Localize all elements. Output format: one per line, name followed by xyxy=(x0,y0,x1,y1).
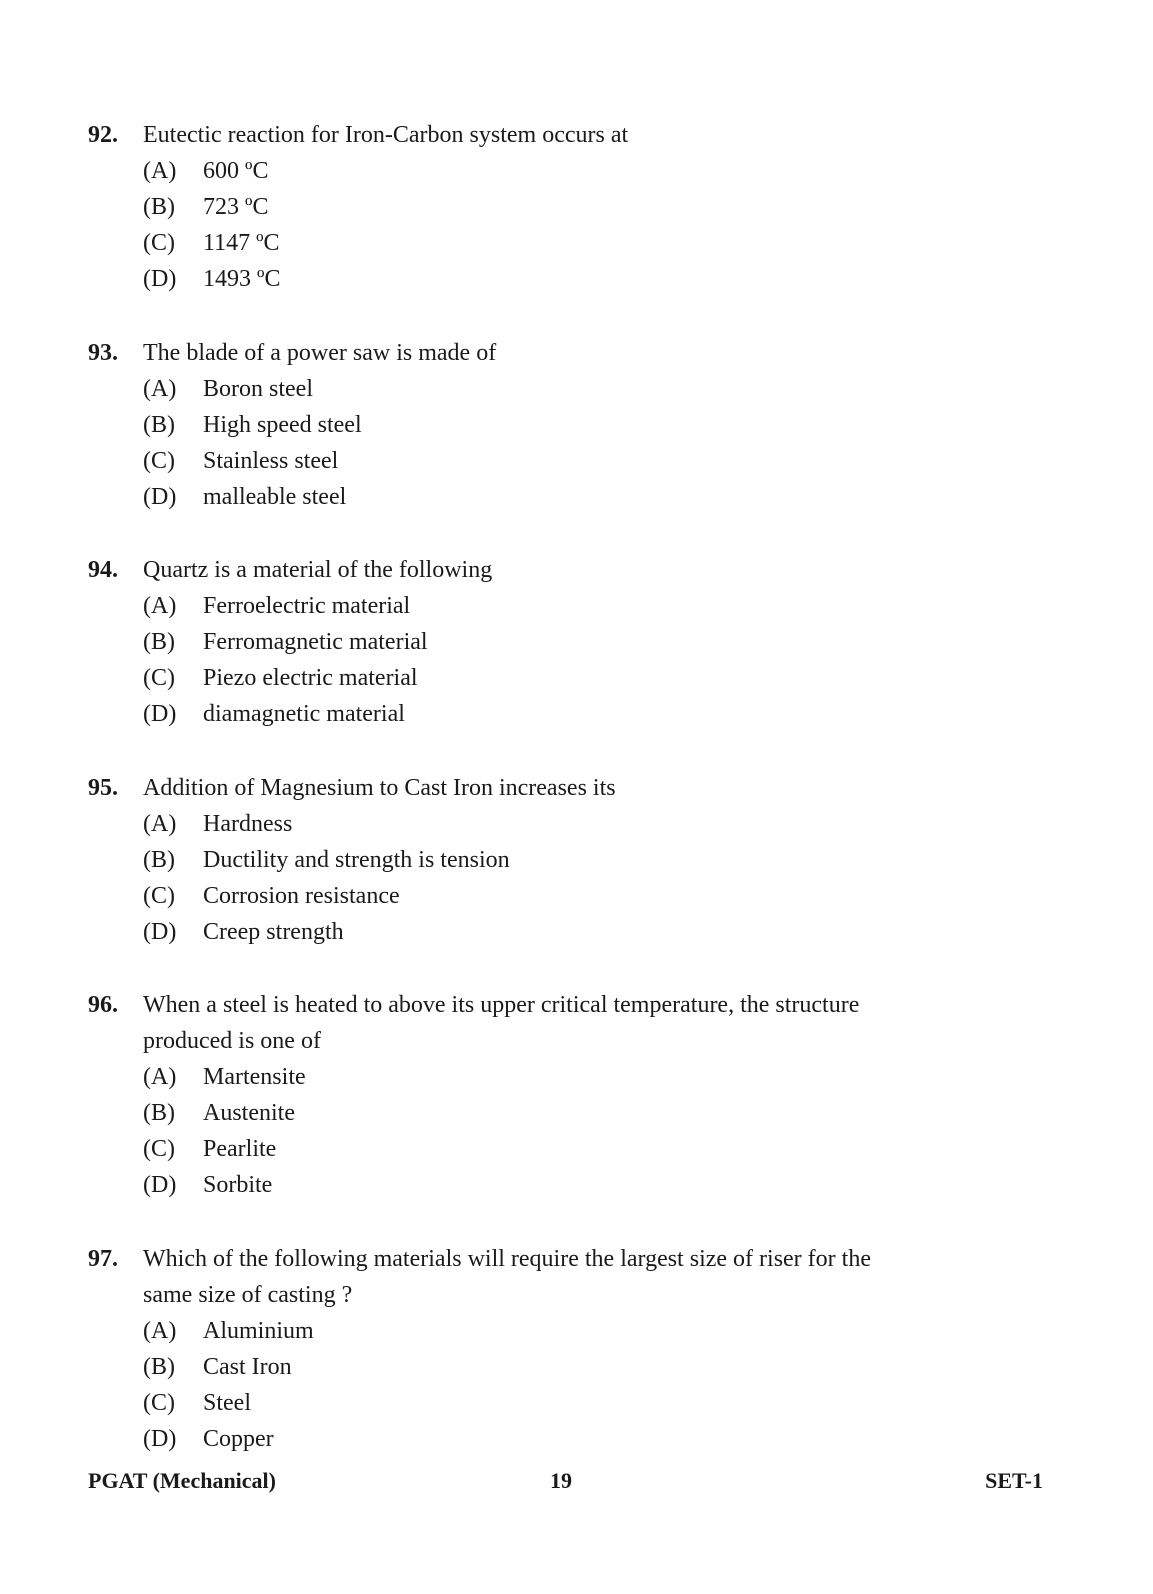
option-b xyxy=(88,1095,948,1131)
option-label: (B) xyxy=(143,847,175,873)
option-label: (D) xyxy=(143,919,177,945)
option-a xyxy=(88,1059,948,1095)
question-number: 92. xyxy=(88,122,118,148)
option-d xyxy=(88,1167,948,1203)
option-text: Cast Iron xyxy=(203,1354,292,1380)
question-text-line-2: produced is one of xyxy=(143,1028,321,1054)
option-label: (D) xyxy=(143,1426,177,1452)
option-c xyxy=(88,878,948,914)
option-d xyxy=(88,1421,948,1457)
question-text-line-2: same size of casting ? xyxy=(143,1282,353,1308)
option-label: (B) xyxy=(143,1354,175,1380)
option-a xyxy=(88,371,948,407)
option-text: Ferroelectric material xyxy=(203,593,411,619)
option-d xyxy=(88,696,948,732)
option-label: (D) xyxy=(143,1172,177,1198)
option-c xyxy=(88,443,948,479)
option-d xyxy=(88,479,948,515)
option-c xyxy=(88,660,948,696)
exam-title: PGAT (Mechanical) xyxy=(88,1468,276,1493)
option-text: Austenite xyxy=(203,1100,295,1126)
question-text: Addition of Magnesium to Cast Iron increases its xyxy=(143,775,616,801)
question-number: 97. xyxy=(88,1246,118,1272)
option-b xyxy=(88,1349,948,1385)
option-c xyxy=(88,225,948,261)
option-text: Stainless steel xyxy=(203,448,339,474)
question-text-line-1: Which of the following materials will require the largest size of riser for the xyxy=(143,1246,871,1272)
option-a xyxy=(88,153,948,189)
option-text: Copper xyxy=(203,1426,274,1452)
set-label: SET-1 xyxy=(985,1468,1043,1493)
option-a xyxy=(88,806,948,842)
option-text: Ductility and strength is tension xyxy=(203,847,510,873)
option-text: 1493 ºC xyxy=(203,266,281,292)
option-label: (D) xyxy=(143,484,177,510)
option-text: Sorbite xyxy=(203,1172,273,1198)
option-text: Aluminium xyxy=(203,1318,314,1344)
option-text: Martensite xyxy=(203,1064,306,1090)
option-label: (B) xyxy=(143,194,175,220)
question-number: 93. xyxy=(88,340,118,366)
option-label: (A) xyxy=(143,593,177,619)
question-92 xyxy=(88,117,948,297)
question-number: 96. xyxy=(88,992,118,1018)
option-label: (D) xyxy=(143,266,177,292)
option-label: (C) xyxy=(143,1136,175,1162)
option-label: (B) xyxy=(143,1100,175,1126)
option-text: Steel xyxy=(203,1390,251,1416)
question-number: 94. xyxy=(88,557,118,583)
page-number: 19 xyxy=(550,1468,572,1493)
option-b xyxy=(88,407,948,443)
question-96 xyxy=(88,987,948,1203)
question-text: The blade of a power saw is made of xyxy=(143,340,497,366)
option-a xyxy=(88,1313,948,1349)
option-d xyxy=(88,261,948,297)
option-text: 723 ºC xyxy=(203,194,269,220)
option-text: Pearlite xyxy=(203,1136,277,1162)
page-footer xyxy=(88,1468,1043,1502)
option-label: (D) xyxy=(143,701,177,727)
question-94 xyxy=(88,552,948,732)
option-text: High speed steel xyxy=(203,412,362,438)
option-d xyxy=(88,914,948,950)
option-text: 600 ºC xyxy=(203,158,269,184)
option-a xyxy=(88,588,948,624)
question-95 xyxy=(88,770,948,950)
option-text: Corrosion resistance xyxy=(203,883,400,909)
option-label: (A) xyxy=(143,1318,177,1344)
option-label: (A) xyxy=(143,1064,177,1090)
option-c xyxy=(88,1131,948,1167)
option-label: (C) xyxy=(143,883,175,909)
question-text: Eutectic reaction for Iron-Carbon system occurs at xyxy=(143,122,629,148)
option-label: (C) xyxy=(143,230,175,256)
question-97 xyxy=(88,1241,948,1457)
option-label: (C) xyxy=(143,448,175,474)
option-text: Creep strength xyxy=(203,919,344,945)
option-b xyxy=(88,842,948,878)
question-93 xyxy=(88,335,948,515)
question-text-line-1: When a steel is heated to above its upper critical temperature, the structure xyxy=(143,992,860,1018)
option-b xyxy=(88,624,948,660)
option-text: malleable steel xyxy=(203,484,347,510)
option-label: (C) xyxy=(143,1390,175,1416)
option-text: Ferromagnetic material xyxy=(203,629,428,655)
option-text: 1147 ºC xyxy=(203,230,280,256)
question-number: 95. xyxy=(88,775,118,801)
option-label: (A) xyxy=(143,811,177,837)
option-b xyxy=(88,189,948,225)
option-label: (B) xyxy=(143,412,175,438)
option-text: diamagnetic material xyxy=(203,701,405,727)
question-text: Quartz is a material of the following xyxy=(143,557,493,583)
option-label: (C) xyxy=(143,665,175,691)
option-text: Hardness xyxy=(203,811,293,837)
option-text: Boron steel xyxy=(203,376,313,402)
option-label: (B) xyxy=(143,629,175,655)
option-label: (A) xyxy=(143,158,177,184)
option-text: Piezo electric material xyxy=(203,665,418,691)
option-label: (A) xyxy=(143,376,177,402)
option-c xyxy=(88,1385,948,1421)
